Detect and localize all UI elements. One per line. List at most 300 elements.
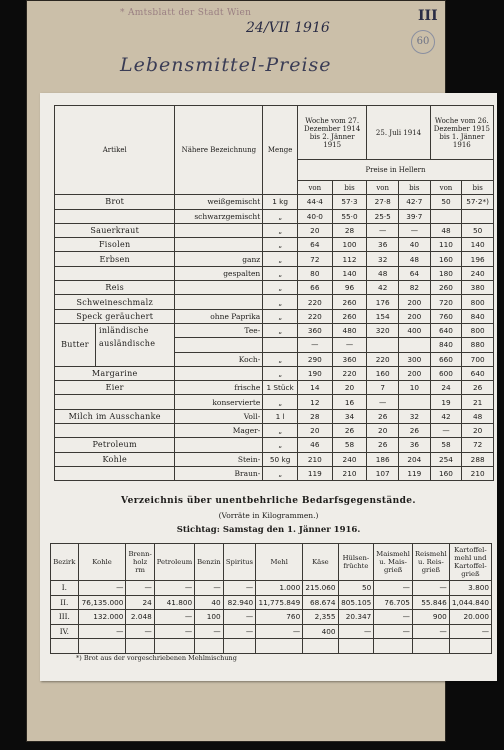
cell-price: 880 [462, 338, 494, 352]
cell-price: 96 [332, 281, 367, 295]
cell-stock-value: 40 [195, 595, 224, 610]
cell-price: 260 [332, 295, 367, 309]
cell-price: 26 [367, 438, 399, 452]
cell-butter: Butter [55, 324, 96, 366]
cell-price: 200 [399, 309, 431, 323]
cell-stock-value [412, 639, 449, 654]
cell-price: 288 [462, 452, 494, 466]
cell-stock-value: 68.674 [303, 595, 338, 610]
price-row [55, 366, 494, 380]
cell-price: 28 [297, 409, 332, 423]
header-bezeichnung: Nähere Bezeichnung [175, 106, 263, 195]
cell-price: 80 [297, 266, 332, 280]
stock-row [51, 581, 492, 596]
cell-price: 26 [367, 409, 399, 423]
cell-stock-value: — [78, 624, 126, 639]
cell-price: 16 [332, 395, 367, 409]
cell-price [399, 395, 431, 409]
cell-price: 100 [332, 238, 367, 252]
cell-price: 140 [332, 266, 367, 280]
cell-stock-value: — [223, 610, 256, 625]
cell-stock-value: — [412, 624, 449, 639]
cell-price [367, 338, 399, 352]
cell-artikel [55, 466, 175, 480]
stock-header-cell: Benzin [195, 544, 224, 581]
cell-price: 220 [297, 295, 332, 309]
cell-stock-value: 805.105 [338, 595, 374, 610]
cell-price: 260 [430, 281, 462, 295]
cell-stock-value: 1,044.840 [449, 595, 491, 610]
cell-menge [263, 338, 298, 352]
cell-price: 200 [399, 366, 431, 380]
header-von: von [297, 181, 332, 195]
stock-row [51, 639, 492, 654]
cell-price: 57·2*) [462, 195, 494, 209]
cell-price: 204 [399, 452, 431, 466]
cell-price: 700 [462, 352, 494, 366]
cell-stock-value: 100 [195, 610, 224, 625]
cell-bezeichnung: konservierte [175, 395, 263, 409]
cell-price: 12 [297, 395, 332, 409]
cell-price: 254 [430, 452, 462, 466]
cell-bezeichnung: Tee- [175, 323, 263, 337]
price-row [55, 223, 494, 237]
cell-price: 290 [297, 352, 332, 366]
cell-stock-value: — [195, 624, 224, 639]
cell-price: 48 [367, 266, 399, 280]
price-row [55, 238, 494, 252]
cell-bezirk: IV. [51, 624, 79, 639]
cell-price: 42·7 [399, 195, 431, 209]
cell-artikel: Milch im Ausschanke [55, 409, 175, 423]
cell-price: 48 [399, 252, 431, 266]
cell-price: 58 [332, 438, 367, 452]
cell-price: 26 [462, 381, 494, 395]
cell-price: 220 [297, 309, 332, 323]
cell-bezeichnung: schwarzgemischt [175, 209, 263, 223]
cell-price: 24 [430, 381, 462, 395]
cell-bezeichnung [175, 338, 263, 352]
cell-stock-value: 900 [412, 610, 449, 625]
cell-price: 28 [332, 223, 367, 237]
cell-price: 119 [399, 466, 431, 480]
cell-price: 107 [367, 466, 399, 480]
cell-bezeichnung [175, 366, 263, 380]
cell-price: 46 [297, 438, 332, 452]
cell-price: 160 [430, 252, 462, 266]
cell-price: 20 [367, 424, 399, 438]
cell-artikel: Fisolen [55, 238, 175, 252]
cell-price: 48 [430, 223, 462, 237]
cell-artikel: Eier [55, 381, 175, 395]
cell-bezeichnung: Koch- [175, 352, 263, 366]
cell-stock-value: — [223, 581, 256, 596]
cell-price: 110 [430, 238, 462, 252]
cell-artikel: Schweineschmalz [55, 295, 175, 309]
price-row [55, 252, 494, 266]
cell-price: 760 [430, 309, 462, 323]
stock-header-cell: Spiritus [223, 544, 256, 581]
handwritten-date: 24/VII 1916 [246, 20, 330, 36]
cell-price [430, 209, 462, 223]
cell-bezeichnung: weißgemischt [175, 195, 263, 209]
cell-price: 57·3 [332, 195, 367, 209]
cell-bezeichnung: Braun- [175, 466, 263, 480]
cell-price: 20 [332, 381, 367, 395]
cell-price: 360 [297, 323, 332, 337]
header-artikel: Artikel [55, 106, 175, 195]
cell-price: 19 [430, 395, 462, 409]
cell-stock-value: — [338, 624, 374, 639]
cell-menge: „ [263, 309, 298, 323]
cell-bezeichnung [175, 438, 263, 452]
cell-bezeichnung: Stein- [175, 452, 263, 466]
cell-artikel: Margarine [55, 366, 175, 380]
cell-price: 34 [332, 409, 367, 423]
cell-price: 240 [462, 266, 494, 280]
stock-section-date: Stichtag: Samstag den 1. Jänner 1916. [176, 525, 361, 535]
cell-price: 32 [399, 409, 431, 423]
cell-price: 50 [430, 195, 462, 209]
stock-header-cell: Bezirk [51, 544, 79, 581]
cell-price: 154 [367, 309, 399, 323]
price-row [55, 452, 494, 466]
footnote: *) Brot aus der vorgeschriebenen Mehlmischung [76, 654, 237, 662]
cell-price: 40 [399, 238, 431, 252]
cell-menge: 1 kg [263, 195, 298, 209]
newspaper-clipping [40, 93, 497, 681]
stock-row [51, 624, 492, 639]
cell-price: 64 [297, 238, 332, 252]
cell-bezeichnung: Voll- [175, 409, 263, 423]
cell-stock-value [374, 639, 413, 654]
cell-menge: „ [263, 281, 298, 295]
cell-artikel: inländische [99, 325, 149, 335]
price-row [55, 466, 494, 480]
stock-section-subtitle: (Vorräte in Kilogrammen.) [218, 511, 319, 520]
cell-price: 112 [332, 252, 367, 266]
cell-stock-value: — [223, 624, 256, 639]
cell-menge: 1 l [263, 409, 298, 423]
header-von: von [367, 181, 399, 195]
cell-artikel: Speck geräuchert [55, 309, 175, 323]
stock-header-cell: Kohle [78, 544, 126, 581]
cell-artikel: Brot [55, 195, 175, 209]
cell-stock-value: 1.000 [256, 581, 303, 596]
cell-stock-value: 76.705 [374, 595, 413, 610]
cell-menge: „ [263, 209, 298, 223]
cell-price: 39·7 [399, 209, 431, 223]
cell-price: 20 [297, 223, 332, 237]
cell-price: 220 [367, 352, 399, 366]
stock-row [51, 595, 492, 610]
cell-price: — [367, 223, 399, 237]
cell-price: 800 [462, 323, 494, 337]
header-bis: bis [399, 181, 431, 195]
cell-artikel: Kohle [55, 452, 175, 466]
cell-menge: „ [263, 238, 298, 252]
cell-price: 44·4 [297, 195, 332, 209]
cell-price: 380 [462, 281, 494, 295]
cell-price: — [332, 338, 367, 352]
cell-price: 160 [367, 366, 399, 380]
cell-stock-value [256, 639, 303, 654]
cell-stock-value: 76,135.000 [78, 595, 126, 610]
cell-price: — [297, 338, 332, 352]
cell-price: 640 [430, 323, 462, 337]
cell-stock-value: — [126, 581, 154, 596]
cell-price: 10 [399, 381, 431, 395]
stock-header-cell: Maismehl u. Mais-grieß [374, 544, 413, 581]
cell-price: 20 [462, 424, 494, 438]
header-bis: bis [462, 181, 494, 195]
cell-stock-value [449, 639, 491, 654]
cell-price: 26 [332, 424, 367, 438]
price-table-body [55, 195, 494, 481]
cell-stock-value: 2,355 [303, 610, 338, 625]
cell-stock-value: — [78, 581, 126, 596]
cell-artikel: Erbsen [55, 252, 175, 266]
cell-price: 21 [462, 395, 494, 409]
cell-stock-value: — [412, 581, 449, 596]
cell-stock-value: 20.000 [449, 610, 491, 625]
cell-stock-value: 50 [338, 581, 374, 596]
cell-price: 55·0 [332, 209, 367, 223]
header-period-1: Woche vom 27. Dezember 1914 bis 2. Jänner 1915 [297, 106, 366, 160]
cell-stock-value: 3.800 [449, 581, 491, 596]
header-menge: Menge [263, 106, 298, 195]
handwritten-title: Lebensmittel-Preise [120, 54, 332, 76]
stock-header-cell: Käse [303, 544, 338, 581]
stock-section-title: Verzeichnis über unentbehrliche Bedarfsgegenstände. [121, 496, 416, 506]
cell-price: 186 [367, 452, 399, 466]
cell-stock-value: 24 [126, 595, 154, 610]
cell-price: 42 [430, 409, 462, 423]
stock-header-cell: Hülsen-früchte [338, 544, 374, 581]
cell-artikel [55, 424, 175, 438]
cell-price: 32 [367, 252, 399, 266]
cell-bezirk: III. [51, 610, 79, 625]
cell-stock-value: — [449, 624, 491, 639]
cell-price: 176 [367, 295, 399, 309]
cell-price: 400 [399, 323, 431, 337]
cell-price: 72 [297, 252, 332, 266]
cell-menge: 1 Stück [263, 381, 298, 395]
cell-price: 300 [399, 352, 431, 366]
price-row [55, 281, 494, 295]
price-row [55, 424, 494, 438]
stock-header-cell: Reismehl u. Reis-grieß [412, 544, 449, 581]
cell-price: 180 [430, 266, 462, 280]
cell-artikel: Reis [55, 281, 175, 295]
cell-price: 840 [430, 338, 462, 352]
cell-price: 196 [462, 252, 494, 266]
cell-stock-value [338, 639, 374, 654]
cell-artikel [55, 209, 175, 223]
cell-bezirk [51, 639, 79, 654]
stock-table [50, 543, 492, 654]
cell-stock-value: 760 [256, 610, 303, 625]
stock-row [51, 610, 492, 625]
cell-menge: „ [263, 223, 298, 237]
header-von: von [430, 181, 462, 195]
cell-price: 720 [430, 295, 462, 309]
cell-bezeichnung: ganz [175, 252, 263, 266]
stock-table-header [51, 544, 492, 581]
cell-price: — [399, 223, 431, 237]
cell-price: 260 [332, 309, 367, 323]
cell-menge: 50 kg [263, 452, 298, 466]
cell-price: 42 [367, 281, 399, 295]
cell-stock-value: — [195, 581, 224, 596]
cell-price: 119 [297, 466, 332, 480]
cell-stock-value: 20.347 [338, 610, 374, 625]
cell-stock-value: — [374, 624, 413, 639]
cell-price [399, 338, 431, 352]
cell-price: 40·0 [297, 209, 332, 223]
cell-artikel: Sauerkraut [55, 223, 175, 237]
cell-price: 36 [367, 238, 399, 252]
cell-stock-value [154, 639, 194, 654]
cell-price: 600 [430, 366, 462, 380]
cell-price: 48 [462, 409, 494, 423]
cell-artikel [55, 266, 175, 280]
cell-price: 640 [462, 366, 494, 380]
cell-price: — [367, 395, 399, 409]
cell-menge: „ [263, 424, 298, 438]
cell-menge: „ [263, 295, 298, 309]
header-period-2: 25. Juli 1914 [367, 106, 430, 160]
price-row [55, 323, 494, 337]
cell-price: 160 [430, 466, 462, 480]
cell-price: 210 [332, 466, 367, 480]
price-row [55, 266, 494, 280]
cell-stock-value [303, 639, 338, 654]
price-row [55, 195, 494, 209]
cell-stock-value: — [256, 624, 303, 639]
cell-stock-value [78, 639, 126, 654]
cell-price: 25·5 [367, 209, 399, 223]
cell-stock-value: — [374, 610, 413, 625]
cell-price: 220 [332, 366, 367, 380]
cell-price: 64 [399, 266, 431, 280]
cell-menge: „ [263, 266, 298, 280]
cell-stock-value: 41.800 [154, 595, 194, 610]
cell-price: 800 [462, 295, 494, 309]
cell-price [462, 209, 494, 223]
cell-price: 27·8 [367, 195, 399, 209]
cell-price: 200 [399, 295, 431, 309]
cell-stock-value [223, 639, 256, 654]
archive-stamp: * Amtsblatt der Stadt Wien [120, 8, 252, 18]
cell-menge: „ [263, 438, 298, 452]
cell-price: — [430, 424, 462, 438]
cell-stock-value: — [154, 624, 194, 639]
header-period-3: Woche vom 26. Dezember 1915 bis 1. Jänner 1916 [430, 106, 493, 160]
cell-menge: „ [263, 366, 298, 380]
cell-bezirk: I. [51, 581, 79, 596]
header-preise: Preise in Hellern [297, 160, 493, 181]
cell-menge: „ [263, 466, 298, 480]
price-row [55, 295, 494, 309]
cell-stock-value: 11,775.849 [256, 595, 303, 610]
cell-bezeichnung [175, 281, 263, 295]
cell-bezeichnung: ohne Paprika [175, 309, 263, 323]
cell-price: 7 [367, 381, 399, 395]
cell-price: 660 [430, 352, 462, 366]
cell-bezeichnung [175, 238, 263, 252]
cell-artikel: ausländische [99, 338, 156, 348]
cell-artikel [55, 395, 175, 409]
cell-price: 50 [462, 223, 494, 237]
cell-stock-value: 400 [303, 624, 338, 639]
cell-stock-value: — [374, 581, 413, 596]
cell-bezeichnung: gespalten [175, 266, 263, 280]
cell-bezeichnung [175, 223, 263, 237]
cell-price: 210 [462, 466, 494, 480]
cell-price: 36 [399, 438, 431, 452]
cell-bezeichnung [175, 295, 263, 309]
cell-price: 240 [332, 452, 367, 466]
cell-stock-value: — [126, 624, 154, 639]
stock-header-cell: Kartoffel-mehl und Kartoffel-grieß [449, 544, 491, 581]
cell-menge: „ [263, 395, 298, 409]
cell-bezirk: II. [51, 595, 79, 610]
cell-price: 72 [462, 438, 494, 452]
cell-price: 82 [399, 281, 431, 295]
cell-stock-value: 82.940 [223, 595, 256, 610]
handwritten-roman-numeral: III [418, 8, 438, 24]
cell-price: 26 [399, 424, 431, 438]
price-row [55, 209, 494, 223]
cell-stock-value: — [154, 581, 194, 596]
cell-price: 360 [332, 352, 367, 366]
cell-price: 210 [297, 452, 332, 466]
cell-price: 140 [462, 238, 494, 252]
price-row [55, 438, 494, 452]
stock-header-cell: Petroleum [154, 544, 194, 581]
cell-price: 66 [297, 281, 332, 295]
cell-price: 14 [297, 381, 332, 395]
handwritten-number: 60 [411, 30, 435, 54]
cell-stock-value: — [154, 610, 194, 625]
cell-stock-value: 215.060 [303, 581, 338, 596]
price-table [54, 105, 494, 481]
cell-stock-value: 132.000 [78, 610, 126, 625]
cell-stock-value [126, 639, 154, 654]
stock-header-cell: Mehl [256, 544, 303, 581]
cell-price: 190 [297, 366, 332, 380]
cell-menge: „ [263, 252, 298, 266]
cell-stock-value: 55.846 [412, 595, 449, 610]
price-row [55, 395, 494, 409]
cell-price: 58 [430, 438, 462, 452]
cell-price: 20 [297, 424, 332, 438]
cell-stock-value [195, 639, 224, 654]
cell-price: 480 [332, 323, 367, 337]
cell-bezeichnung: Mager- [175, 424, 263, 438]
stock-header-cell: Brenn-holz rm [126, 544, 154, 581]
price-row [55, 381, 494, 395]
header-bis: bis [332, 181, 367, 195]
price-row [55, 409, 494, 423]
cell-price: 840 [462, 309, 494, 323]
stock-table-body [51, 581, 492, 654]
cell-price: 320 [367, 323, 399, 337]
cell-menge: „ [263, 323, 298, 337]
cell-stock-value: 2.048 [126, 610, 154, 625]
cell-bezeichnung: frische [175, 381, 263, 395]
